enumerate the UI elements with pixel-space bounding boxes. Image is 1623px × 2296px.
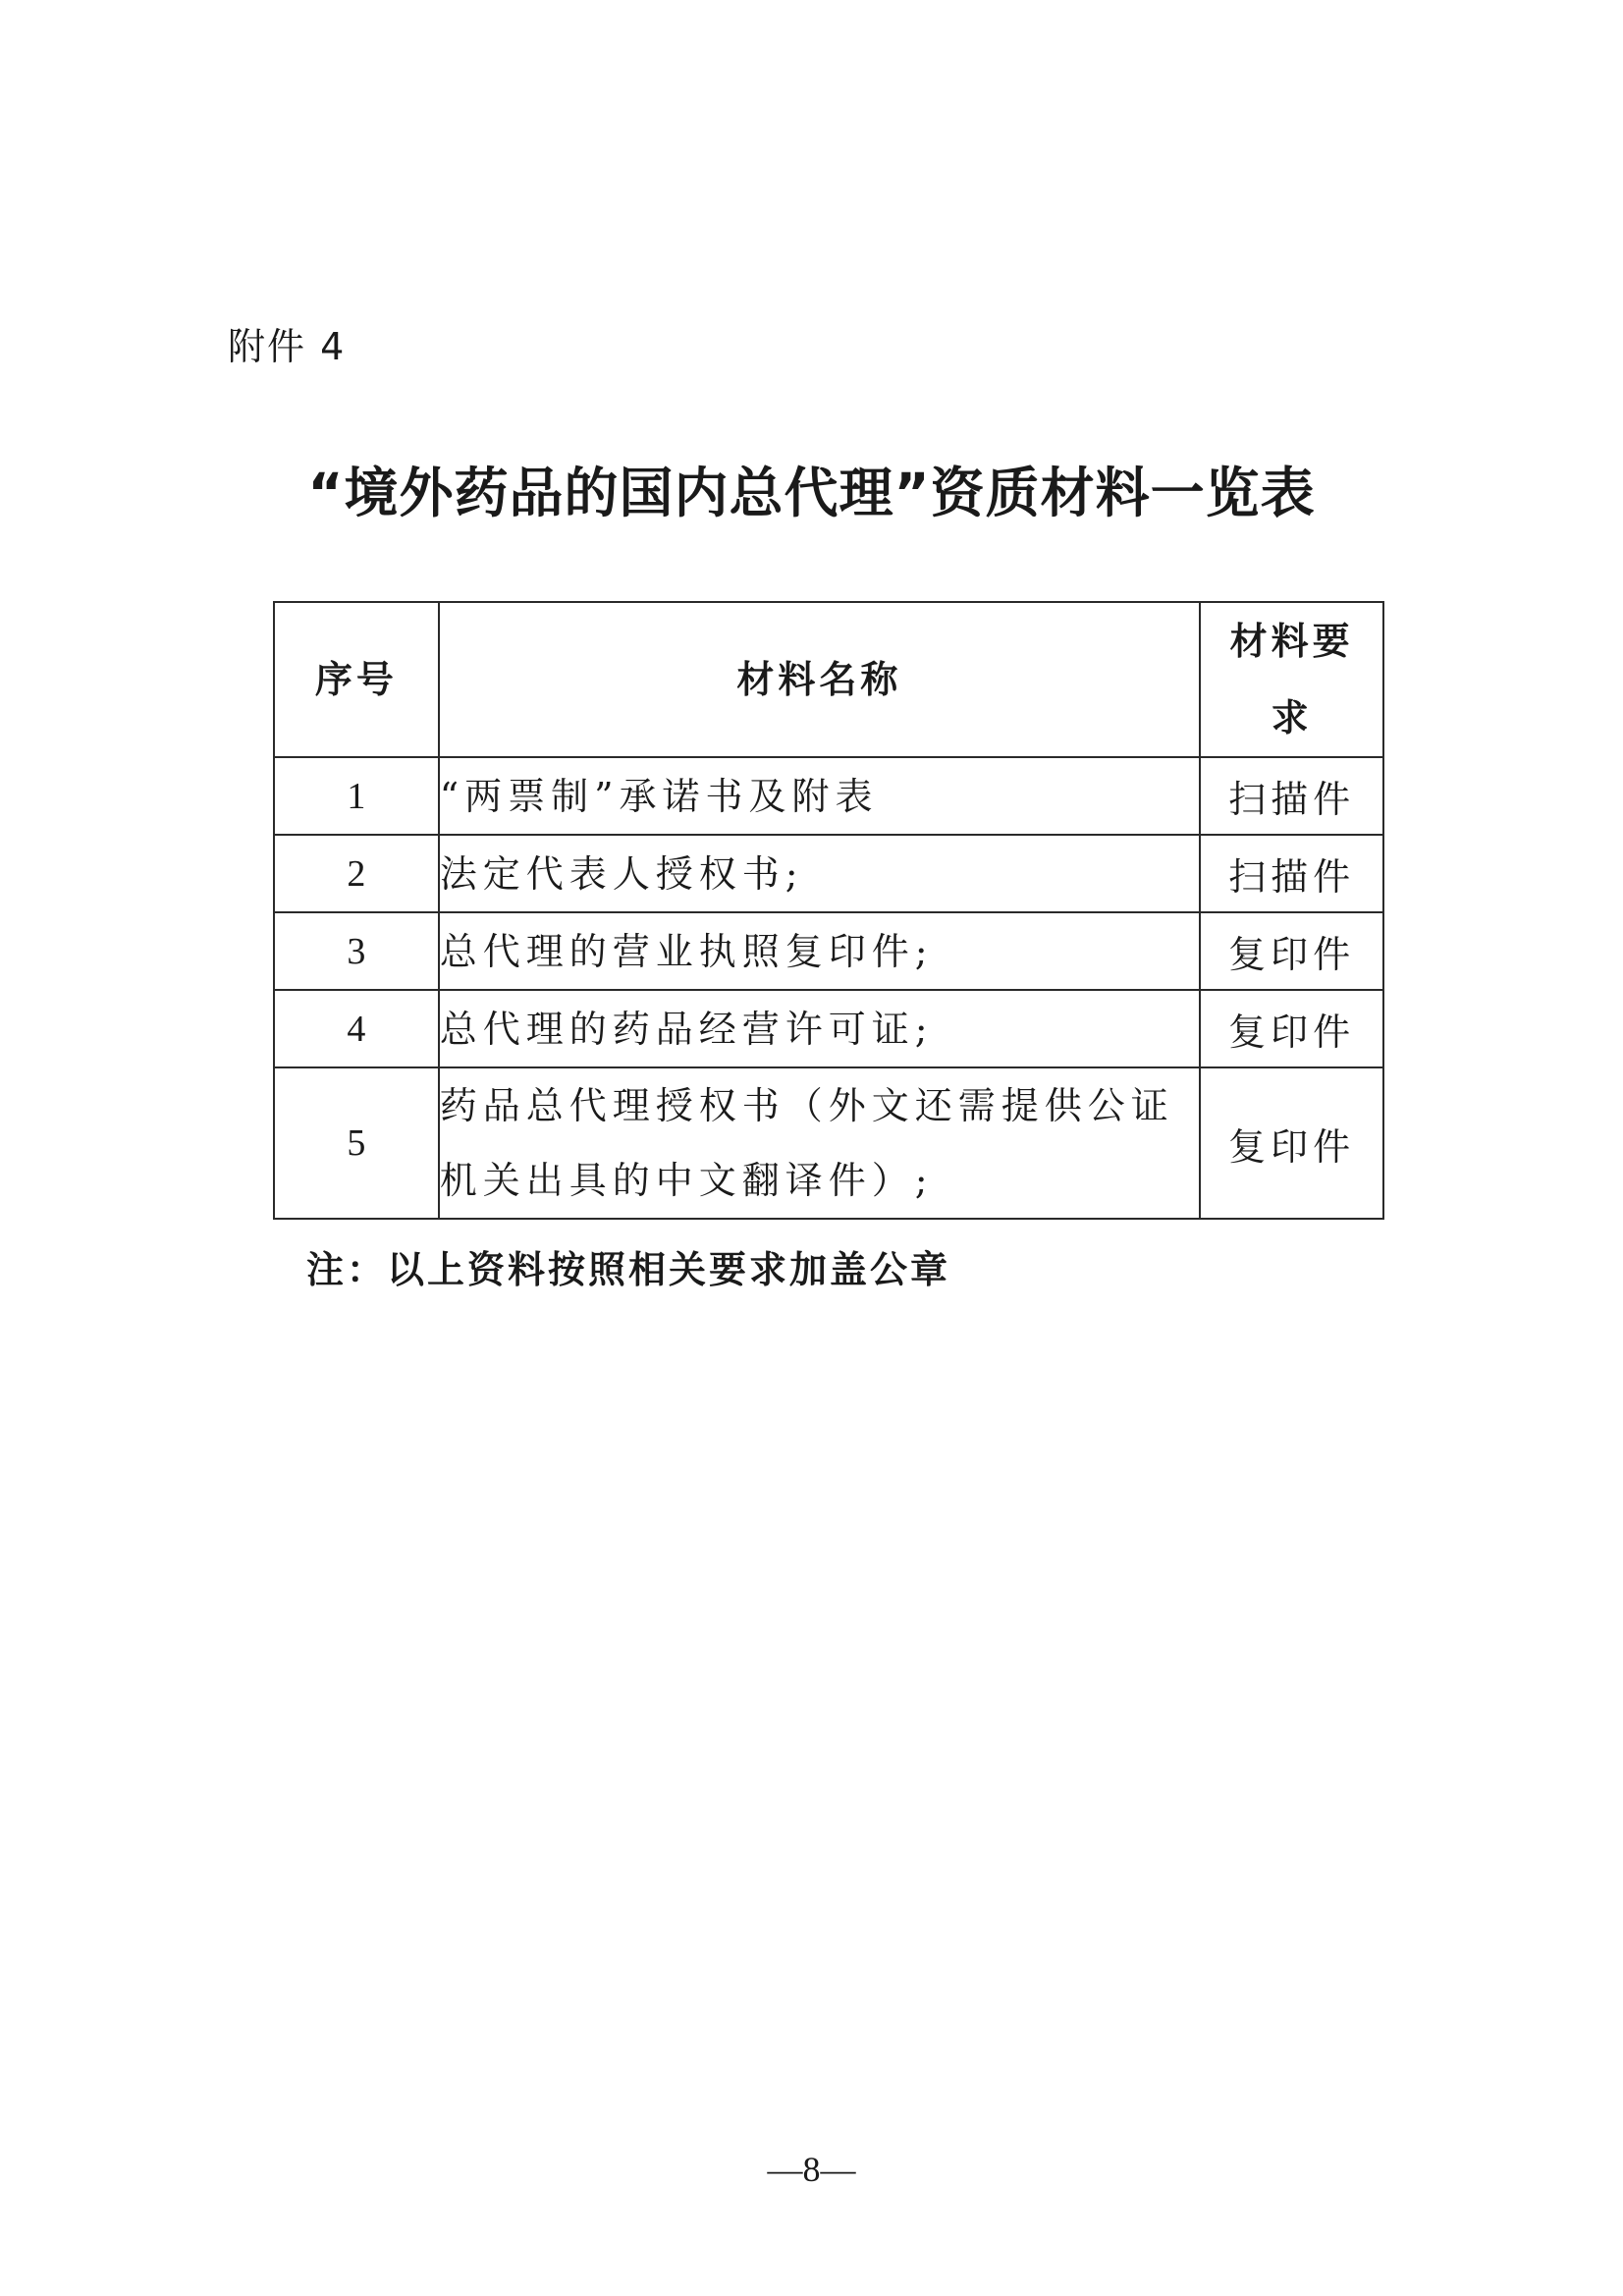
- row-requirement: 复印件: [1200, 990, 1383, 1067]
- page-number: —8—: [767, 2150, 856, 2189]
- row-requirement: 扫描件: [1200, 757, 1383, 835]
- header-seq: 序号: [274, 602, 439, 757]
- row-seq: 2: [274, 835, 439, 912]
- table-row: [274, 990, 1383, 1067]
- row-name: 法定代表人授权书;: [439, 835, 1200, 912]
- attachment-label: 附件 4: [228, 325, 347, 368]
- table-header-row: [274, 602, 1383, 757]
- table-row: [274, 757, 1383, 835]
- footnote: 注：以上资料按照相关要求加盖公章: [306, 1248, 951, 1291]
- row-name: 总代理的营业执照复印件;: [439, 912, 1200, 990]
- table-row: [274, 1067, 1383, 1219]
- row-seq: 4: [274, 990, 439, 1067]
- header-requirement: 材料要求: [1200, 602, 1383, 757]
- header-name: 材料名称: [439, 602, 1200, 757]
- row-requirement: 扫描件: [1200, 835, 1383, 912]
- row-requirement: 复印件: [1200, 1067, 1383, 1219]
- row-requirement: 复印件: [1200, 912, 1383, 990]
- table-row: [274, 912, 1383, 990]
- row-seq: 5: [274, 1067, 439, 1219]
- materials-table: [273, 601, 1384, 1220]
- row-name: 药品总代理授权书（外文还需提供公证机关出具的中文翻译件）;: [439, 1067, 1200, 1219]
- row-seq: 1: [274, 757, 439, 835]
- document-title: “境外药品的国内总代理”资质材料一览表: [307, 462, 1316, 524]
- table-row: [274, 835, 1383, 912]
- row-name: “两票制”承诺书及附表: [439, 757, 1200, 835]
- row-name: 总代理的药品经营许可证;: [439, 990, 1200, 1067]
- row-seq: 3: [274, 912, 439, 990]
